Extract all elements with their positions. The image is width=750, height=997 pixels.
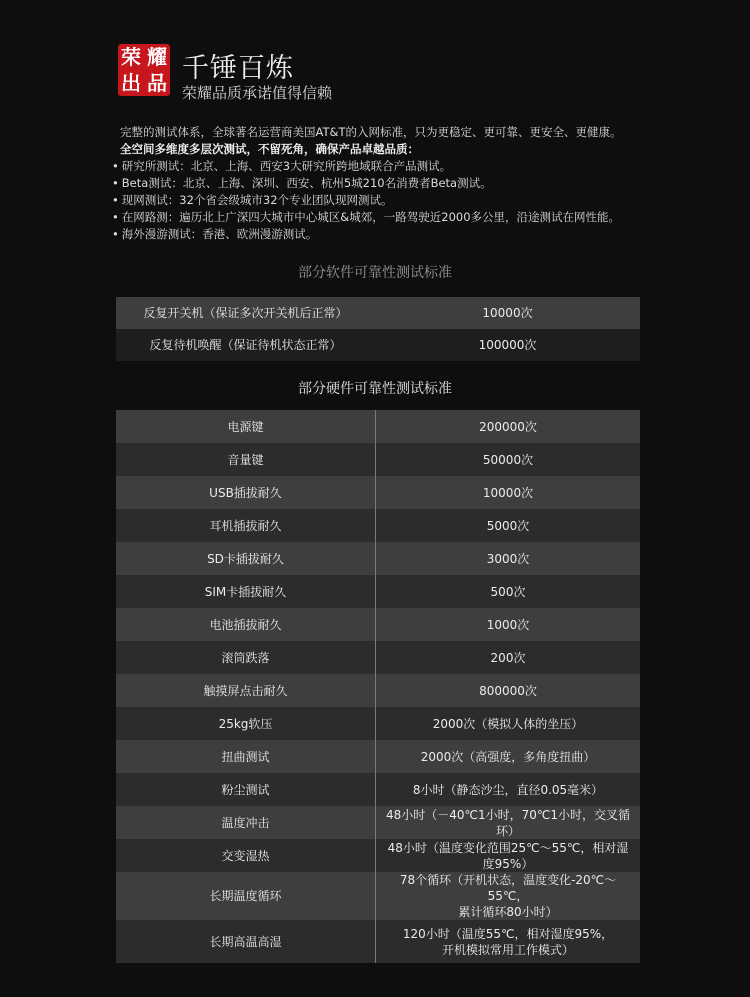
table-row	[116, 509, 640, 542]
software-section-title: 部分软件可靠性测试标准	[298, 265, 452, 281]
table-row	[116, 674, 640, 707]
intro-bullet: • 海外漫游测试：香港、欧洲漫游测试。	[112, 226, 732, 243]
test-value	[376, 920, 641, 963]
test-value: 10000次	[375, 297, 640, 329]
table-row	[116, 740, 640, 773]
intro-bullet: • 在网路测：遍历北上广深四大城市中心城区&城郊，一路驾驶近2000多公里，沿途测试在网性能。	[112, 209, 732, 226]
test-item: 温度冲击	[116, 806, 376, 839]
software-standards-table	[116, 297, 640, 361]
test-value-line: 1000次	[486, 617, 530, 632]
intro-bullet: • 现网测试：32个省会级城市32个专业团队现网测试。	[112, 192, 732, 209]
test-value	[376, 410, 641, 443]
test-value	[376, 872, 641, 920]
test-value-line: 8小时（静态沙尘，直径0.05毫米）	[412, 782, 604, 797]
test-value	[376, 476, 641, 509]
test-item: 长期高温高湿	[116, 920, 376, 963]
test-item: 滚筒跌落	[116, 641, 376, 674]
table-row	[116, 329, 640, 361]
test-value-line: 120小时（温度55℃，相对湿度95%，	[402, 926, 614, 941]
table-row	[116, 806, 640, 839]
test-item: 电池插拔耐久	[116, 608, 376, 641]
table-row	[116, 542, 640, 575]
test-item: 25kg软压	[116, 707, 376, 740]
test-value-line: 500次	[490, 584, 526, 599]
test-value-line: 50000次	[482, 452, 534, 467]
test-item: 耳机插拔耐久	[116, 509, 376, 542]
test-value-line: 48小时（温度变化范围25℃～55℃，相对湿度95%）	[387, 840, 629, 871]
test-item: 反复开关机（保证多次开关机后正常）	[116, 297, 375, 329]
test-value-line: 200次	[490, 650, 526, 665]
test-value: 100000次	[375, 329, 640, 361]
seal-char: 品	[147, 71, 167, 95]
page-subtitle: 荣耀品质承诺值得信赖	[182, 84, 333, 102]
table-row	[116, 443, 640, 476]
table-row	[116, 872, 640, 920]
test-value-line: 2000次（模拟人体的坐压）	[432, 716, 584, 731]
page-title: 千锤百炼	[182, 53, 294, 84]
intro-highlight: 全空间多维度多层次测试，不留死角，确保产品卓越品质：	[120, 142, 419, 156]
test-item: 粉尘测试	[116, 773, 376, 806]
test-value	[376, 773, 641, 806]
test-value	[376, 707, 641, 740]
test-item: USB插拔耐久	[116, 476, 376, 509]
brand-seal-logo	[118, 44, 170, 96]
test-value-line: 48小时（－40℃1小时，70℃1小时，交叉循环）	[385, 807, 631, 838]
test-item: 交变湿热	[116, 839, 376, 872]
table-row	[116, 641, 640, 674]
intro-bullet: • 研究所测试：北京、上海、西安3大研究所跨地域联合产品测试。	[112, 158, 732, 175]
test-value-line: 开机模拟常用工作模式）	[441, 942, 574, 957]
hardware-standards-table	[116, 410, 640, 963]
seal-char: 出	[121, 71, 141, 95]
test-value	[376, 641, 641, 674]
table-row	[116, 773, 640, 806]
table-row	[116, 410, 640, 443]
intro-bullet: • Beta测试：北京、上海、深圳、西安、杭州5城210名消费者Beta测试。	[112, 175, 732, 192]
test-item: 长期温度循环	[116, 872, 376, 920]
test-value-line: 200000次	[479, 419, 537, 434]
test-value-line: 800000次	[479, 683, 537, 698]
test-value	[376, 509, 641, 542]
test-value-line: 5000次	[486, 518, 530, 533]
seal-char: 荣	[121, 45, 141, 69]
hardware-section-title: 部分硬件可靠性测试标准	[298, 381, 452, 397]
test-value	[376, 839, 641, 872]
test-value-line: 10000次	[482, 485, 534, 500]
test-value-line: 3000次	[486, 551, 530, 566]
test-value-line: 78个循环（开机状态，温度变化-20℃～55℃，	[399, 873, 617, 903]
test-item: 电源键	[116, 410, 376, 443]
test-item: SIM卡插拔耐久	[116, 575, 376, 608]
intro-line: 完整的测试体系，全球著名运营商美国AT&T的入网标准，只为更稳定、更可靠、更安全、更健康。	[120, 125, 622, 139]
table-row	[116, 476, 640, 509]
test-value	[376, 806, 641, 839]
test-value	[376, 542, 641, 575]
test-item: 扭曲测试	[116, 740, 376, 773]
test-item: 反复待机唤醒（保证待机状态正常）	[116, 329, 375, 361]
table-row	[116, 839, 640, 872]
test-value	[376, 608, 641, 641]
test-item: 触摸屏点击耐久	[116, 674, 376, 707]
test-value	[376, 740, 641, 773]
seal-char: 耀	[147, 45, 167, 69]
table-row	[116, 297, 640, 329]
table-row	[116, 575, 640, 608]
test-value	[376, 443, 641, 476]
test-item: 音量键	[116, 443, 376, 476]
intro-text	[112, 124, 732, 243]
test-value-line: 2000次（高强度，多角度扭曲）	[420, 749, 596, 764]
table-row	[116, 920, 640, 963]
test-value-line: 累计循环80小时）	[458, 905, 558, 919]
table-row	[116, 608, 640, 641]
table-row	[116, 707, 640, 740]
test-value	[376, 674, 641, 707]
test-item: SD卡插拔耐久	[116, 542, 376, 575]
test-value	[376, 575, 641, 608]
